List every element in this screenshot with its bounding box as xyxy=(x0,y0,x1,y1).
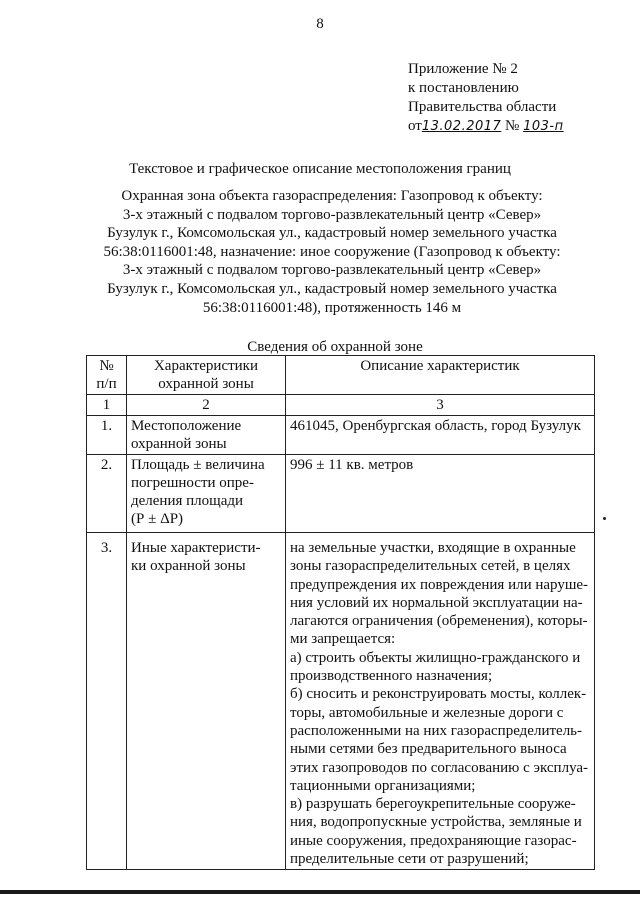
description-line: производственного назначения; xyxy=(290,668,493,685)
description-line: тационными организациями; xyxy=(290,777,476,794)
table-header-row xyxy=(87,356,595,395)
index-cell: 2 xyxy=(127,395,286,416)
description-line: пределительные сети от разрушений; xyxy=(290,851,529,868)
scan-bottom-edge xyxy=(0,890,640,894)
description-line: иные сооружения, предохраняющие газорас- xyxy=(290,832,577,849)
zone-description-line: 3-х этажный с подвалом торгово-развлекательный центр «Север» xyxy=(122,206,542,223)
row-description xyxy=(286,533,595,870)
characteristic-line: ки охранной зоны xyxy=(131,558,246,574)
row-num: 3. xyxy=(87,533,127,870)
row-description xyxy=(286,455,595,533)
date-prefix: от xyxy=(408,118,422,134)
table-index-row xyxy=(87,395,595,416)
zone-description-line: 3-х этажный с подвалом торгово-развлекательный центр «Север» xyxy=(122,262,542,279)
appendix-line: Приложение № 2 xyxy=(408,61,518,77)
handwritten-date: 13.02.2017 xyxy=(421,119,502,134)
description-line: а) строить объекты жилищно-гражданского и xyxy=(290,649,581,666)
header-description: Описание характеристик xyxy=(286,356,595,395)
table-row xyxy=(87,416,595,455)
header-characteristic xyxy=(127,356,286,395)
zone-description-line: Бузулук г., Комсомольская ул., кадастровый номер земельного участка xyxy=(107,280,557,297)
description-line: ния условий их нормальной эксплуатации на- xyxy=(290,594,583,611)
description-line: ния, водопропускные устройства, земляные и xyxy=(290,814,582,831)
description-line: торы, автомобильные и железные дороги с xyxy=(290,704,564,721)
description-line: этих газопроводов по согласованию с эксплуа- xyxy=(290,759,589,776)
characteristic-line: Иные характеристи- xyxy=(131,540,261,556)
header-characteristic-line: охранной зоны xyxy=(158,376,254,392)
appendix-block xyxy=(408,60,564,136)
description-line: б) сносить и реконструировать мосты, коллек- xyxy=(290,686,587,703)
description-line: ными сетями без предварительного выноса xyxy=(290,741,567,758)
protection-zone-table xyxy=(86,355,595,870)
description-line: лагаются ограничения (обременения), которы- xyxy=(290,613,588,630)
header-num-line: п/п xyxy=(96,376,117,392)
appendix-date-number-line xyxy=(408,117,564,136)
description-line: в) разрушать берегоукрепительные сооруже- xyxy=(290,796,576,813)
header-num xyxy=(87,356,127,395)
row-num: 1. xyxy=(87,416,127,455)
characteristic-line: Местоположение xyxy=(131,418,242,434)
handwritten-number: 103-п xyxy=(523,119,564,134)
zone-description xyxy=(72,187,592,317)
zone-description-line: 56:38:0116001:48, назначение: иное сооружение (Газопровод к объекту: xyxy=(103,243,561,260)
index-cell: 1 xyxy=(87,395,127,416)
index-cell: 3 xyxy=(286,395,595,416)
characteristic-line: Площадь ± величина xyxy=(131,457,265,473)
scan-speck xyxy=(603,517,606,520)
description-line: на земельные участки, входящие в охранные xyxy=(290,540,576,556)
row-characteristic xyxy=(127,416,286,455)
characteristic-line: (Р ± ΔР) xyxy=(131,511,184,527)
zone-description-line: 56:38:0116001:48), протяженность 146 м xyxy=(202,299,462,316)
description-line: ми запрещается: xyxy=(290,631,396,648)
zone-description-line: Охранная зона объекта газораспределения: Газопровод к объекту: xyxy=(121,188,543,204)
table-row xyxy=(87,533,595,870)
page-number: 8 xyxy=(316,16,324,32)
description-line: расположенными на них газораспределитель- xyxy=(290,722,583,739)
row-characteristic xyxy=(127,533,286,870)
row-num: 2. xyxy=(87,455,127,533)
header-num-line: № xyxy=(99,358,114,374)
table-row xyxy=(87,455,595,533)
characteristic-line: погрешности опре- xyxy=(131,475,254,491)
table-caption: Сведения об охранной зоне xyxy=(247,339,423,355)
zone-description-line: Бузулук г., Комсомольская ул., кадастровый номер земельного участка xyxy=(107,225,557,242)
appendix-line: Правительства области xyxy=(408,99,557,115)
description-line: 996 ± 11 кв. метров xyxy=(290,457,414,473)
characteristic-line: охранной зоны xyxy=(131,436,227,452)
document-title: Текстовое и графическое описание местоположения границ xyxy=(129,161,511,177)
row-description xyxy=(286,416,595,455)
appendix-line: к постановлению xyxy=(408,80,519,96)
characteristic-line: деления площади xyxy=(131,493,244,509)
number-prefix: № xyxy=(505,118,520,134)
description-line: предупреждения их повреждения или наруше- xyxy=(290,576,589,593)
description-line: зоны газораспределительных сетей, в целях xyxy=(290,558,571,575)
row-characteristic xyxy=(127,455,286,533)
description-line: 461045, Оренбургская область, город Бузулук xyxy=(290,418,581,434)
header-characteristic-line: Характеристики xyxy=(153,358,259,374)
